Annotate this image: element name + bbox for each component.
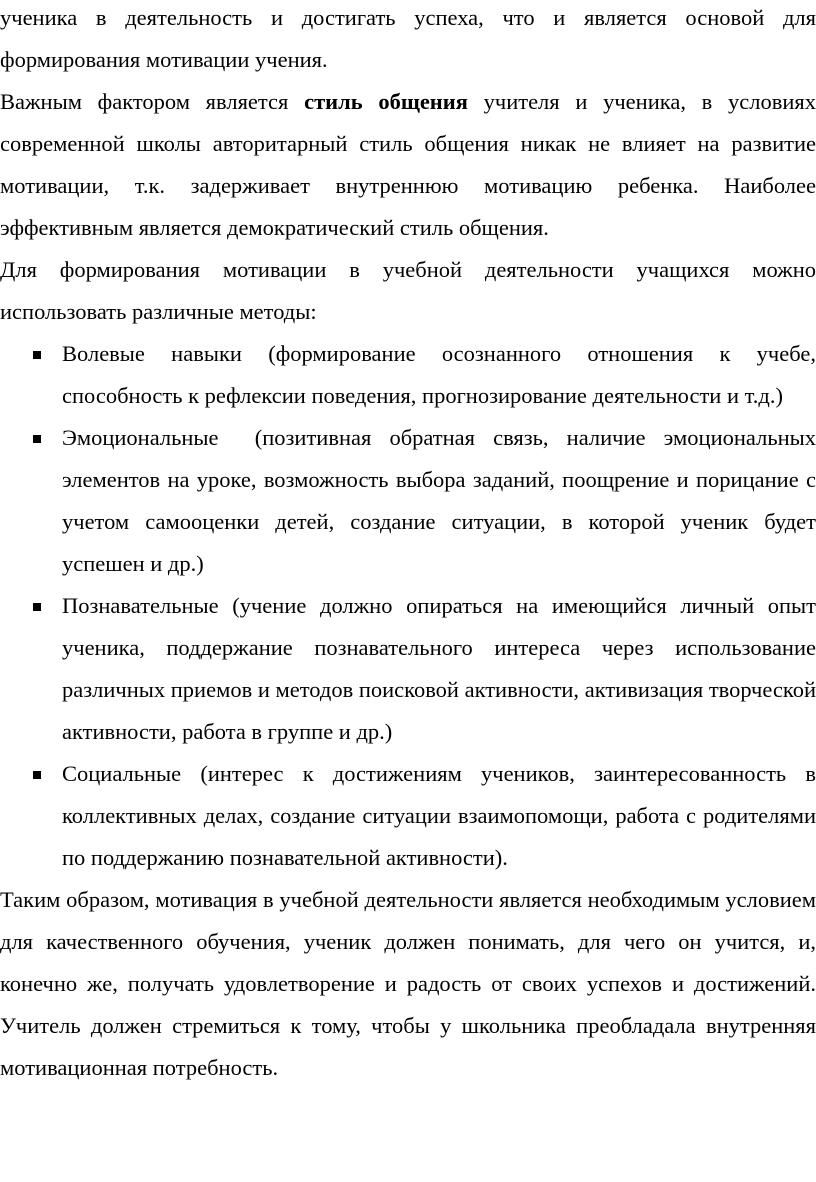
list-item-text: Социальные (интерес к достижениям учеников, заинтересованность в коллективных делах, создание ситуации взаимопомощи, работа с родителями по поддержанию познавательной активности). — [62, 761, 816, 870]
list-item — [0, 417, 816, 585]
square-bullet-icon — [33, 603, 41, 611]
list-item — [0, 585, 816, 753]
square-bullet-icon — [33, 351, 41, 359]
square-bullet-icon — [33, 435, 41, 443]
list-item-text: Познавательные (учение должно опираться на имеющийся личный опыт ученика, поддержание познавательного интереса через использование различных приемов и методов поисковой активности, активизация творческой активности, работа в группе и др.) — [62, 593, 816, 744]
paragraph-conclusion: Таким образом, мотивация в учебной деятельности является необходимым условием для качественного обучения, ученик должен понимать, для чего он учится, и, конечно же, получать удовлетворение и радость от своих успехов и достижений. Учитель должен стремиться к тому, чтобы у школьника преобладала внутренняя мотивационная потребность. — [0, 887, 816, 1080]
bold-term: стиль общения — [304, 89, 468, 114]
paragraph-text: учителя и ученика, в условиях современной школы авторитарный стиль общения никак не влияет на развитие мотивации, т.к. задерживает внутреннюю мотивацию ребенка. Наиболее эффективным является демократический стиль общения. — [0, 89, 816, 240]
list-item-text: Эмоциональные (позитивная обратная связь, наличие эмоциональных элементов на уроке, возможность выбора заданий, поощрение и порицание с учетом самооценки детей, создание ситуации, в которой ученик будет успешен и др.) — [62, 425, 816, 576]
list-item — [0, 333, 816, 417]
paragraph-intro-continuation: ученика в деятельность и достигать успеха, что и является основой для формирования мотивации учения. — [0, 5, 816, 72]
paragraph-methods-intro: Для формирования мотивации в учебной деятельности учащихся можно использовать различные методы: — [0, 257, 816, 324]
list-item — [0, 753, 816, 879]
list-item-text: Волевые навыки (формирование осознанного отношения к учебе, способность к рефлексии поведения, прогнозирование деятельности и т.д.) — [62, 341, 816, 408]
square-bullet-icon — [33, 771, 41, 779]
methods-list — [0, 333, 816, 879]
paragraph-text: Важным фактором является — [0, 89, 305, 114]
paragraph-communication-style — [0, 81, 816, 249]
